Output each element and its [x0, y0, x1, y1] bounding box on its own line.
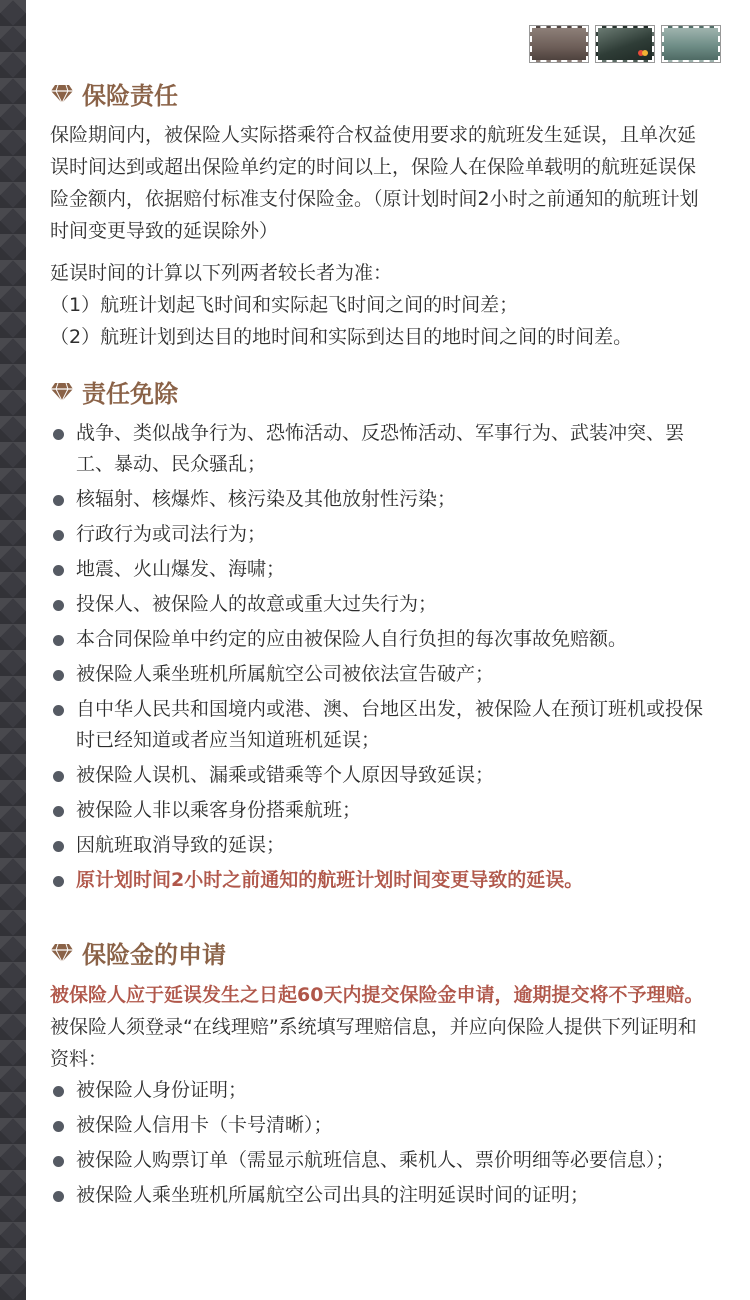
list-item: 投保人、被保险人的故意或重大过失行为；	[50, 589, 710, 620]
delay-calc-line-1: 延误时间的计算以下列两者较长者为准：	[50, 262, 393, 284]
delay-calculation-paragraph	[50, 257, 710, 353]
list-item: 因航班取消导致的延误；	[50, 830, 710, 861]
list-item: 被保险人误机、漏乘或错乘等个人原因导致延误；	[50, 760, 710, 791]
application-documents-list	[50, 1075, 710, 1215]
responsibility-text: 保险期间内，被保险人实际搭乘符合权益使用要求的航班发生延误，且单次延误时间达到或超出保险单约定的时间以上，保险人在保险单载明的航班延误保险金额内，依据赔付标准支付保险金。（原计划时间2小时之前通知的航班计划时间变更导致的延误除外）	[50, 124, 699, 242]
list-item: 地震、火山爆发、海啸；	[50, 554, 710, 585]
stamp-images	[530, 26, 720, 62]
section-title: 保险责任	[82, 82, 178, 110]
list-item: 被保险人购票订单（需显示航班信息、乘机人、票价明细等必要信息）；	[50, 1145, 710, 1176]
list-item: 被保险人乘坐班机所属航空公司出具的注明延误时间的证明；	[50, 1180, 710, 1211]
list-item: 核辐射、核爆炸、核污染及其他放射性污染；	[50, 484, 710, 515]
stamp-image-1	[530, 26, 588, 62]
section-heading-exclusions	[50, 374, 178, 409]
list-item: 被保险人信用卡（卡号清晰）；	[50, 1110, 710, 1141]
section-heading-responsibility	[50, 76, 178, 111]
list-item: 战争、类似战争行为、恐怖活动、反恐怖活动、军事行为、武装冲突、罢工、暴动、民众骚乱；	[50, 418, 710, 480]
list-item: 自中华人民共和国境内或港、澳、台地区出发，被保险人在预订班机或投保时已经知道或者应当知道班机延误；	[50, 694, 710, 756]
diamond-icon	[50, 382, 74, 402]
list-item: 被保险人非以乘客身份搭乘航班；	[50, 795, 710, 826]
list-item: 行政行为或司法行为；	[50, 519, 710, 550]
diamond-icon	[50, 943, 74, 963]
section-heading-application	[50, 935, 226, 970]
diamond-icon	[50, 84, 74, 104]
stamp-image-2	[596, 26, 654, 62]
delay-calc-line-2: （1）航班计划起飞时间和实际起飞时间之间的时间差；	[50, 294, 519, 316]
list-item: 被保险人身份证明；	[50, 1075, 710, 1106]
list-item: 本合同保险单中约定的应由被保险人自行负担的每次事故免赔额。	[50, 624, 710, 655]
section-title: 责任免除	[82, 380, 178, 408]
section-title: 保险金的申请	[82, 941, 226, 969]
application-intro	[50, 979, 710, 1075]
list-item-highlight: 原计划时间2小时之前通知的航班计划时间变更导致的延误。	[50, 865, 710, 896]
responsibility-paragraph	[50, 119, 710, 247]
list-item: 被保险人乘坐班机所属航空公司被依法宣告破产；	[50, 659, 710, 690]
application-intro-text	[50, 979, 710, 1075]
decorative-side-strip	[0, 0, 26, 1300]
exclusions-list	[50, 418, 710, 900]
application-instructions: 被保险人须登录“在线理赔”系统填写理赔信息，并应向保险人提供下列证明和资料：	[50, 1016, 697, 1070]
deadline-warning: 被保险人应于延误发生之日起60天内提交保险金申请，逾期提交将不予理赔。	[50, 984, 704, 1006]
stamp-image-3	[662, 26, 720, 62]
delay-calc-line-3: （2）航班计划到达目的地时间和实际到达目的地时间之间的时间差。	[50, 326, 633, 348]
